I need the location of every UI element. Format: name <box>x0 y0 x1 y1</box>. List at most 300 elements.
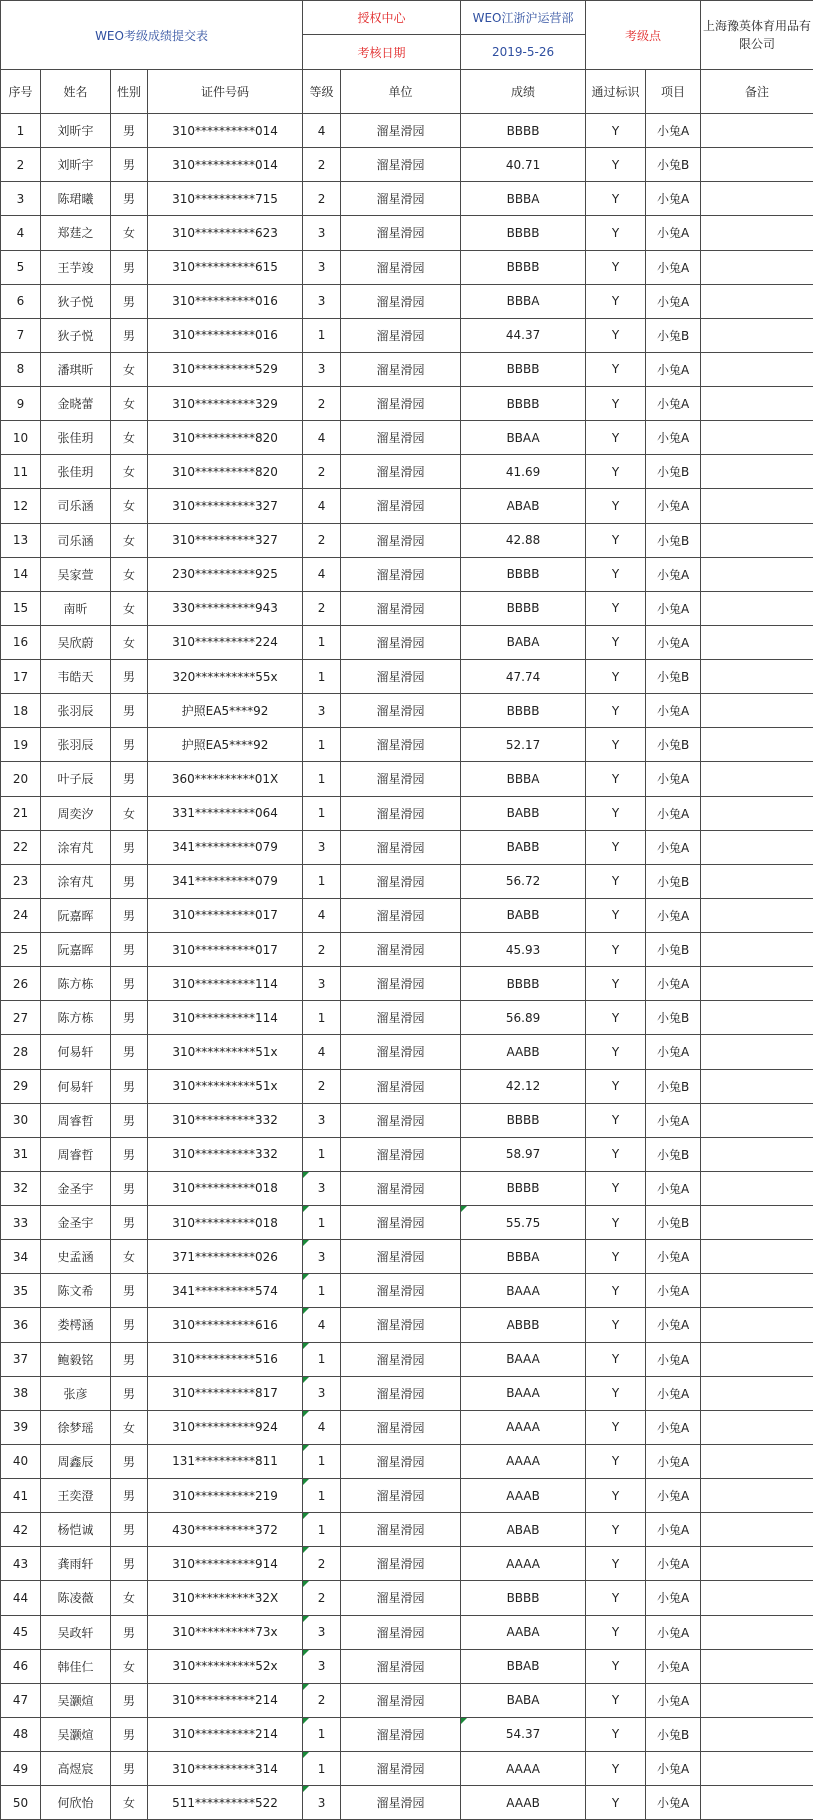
cell-pass-flag[interactable]: Y <box>586 1137 646 1171</box>
cell-pass-flag[interactable]: Y <box>586 250 646 284</box>
cell-item[interactable]: 小兔B <box>646 455 701 489</box>
cell-pass-flag[interactable]: Y <box>586 352 646 386</box>
cell-remarks[interactable] <box>701 625 813 659</box>
cell-index[interactable]: 29 <box>1 1069 41 1103</box>
cell-index[interactable]: 30 <box>1 1103 41 1137</box>
cell-id-number[interactable]: 310**********332 <box>148 1137 303 1171</box>
cell-gender[interactable]: 女 <box>111 557 148 591</box>
cell-remarks[interactable] <box>701 557 813 591</box>
cell-item[interactable]: 小兔B <box>646 1069 701 1103</box>
cell-gender[interactable]: 女 <box>111 1581 148 1615</box>
cell-name[interactable]: 吴灏煊 <box>41 1683 111 1717</box>
cell-gender[interactable]: 男 <box>111 1171 148 1205</box>
cell-item[interactable]: 小兔A <box>646 1615 701 1649</box>
cell-index[interactable]: 34 <box>1 1240 41 1274</box>
cell-name[interactable]: 周睿哲 <box>41 1137 111 1171</box>
cell-remarks[interactable] <box>701 728 813 762</box>
cell-name[interactable]: 何易轩 <box>41 1069 111 1103</box>
cell-level[interactable]: 1 <box>303 1001 341 1035</box>
cell-id-number[interactable]: 310**********014 <box>148 114 303 148</box>
cell-index[interactable]: 19 <box>1 728 41 762</box>
cell-gender[interactable]: 男 <box>111 1717 148 1751</box>
cell-score[interactable]: ABAB <box>461 1513 586 1547</box>
cell-level[interactable]: 3 <box>303 1786 341 1820</box>
cell-item[interactable]: 小兔A <box>646 250 701 284</box>
cell-item[interactable]: 小兔A <box>646 1752 701 1786</box>
cell-name[interactable]: 刘昕宇 <box>41 148 111 182</box>
cell-pass-flag[interactable]: Y <box>586 523 646 557</box>
cell-id-number[interactable]: 310**********51x <box>148 1035 303 1069</box>
cell-level[interactable]: 1 <box>303 1274 341 1308</box>
cell-level[interactable]: 4 <box>303 1410 341 1444</box>
cell-score[interactable]: 47.74 <box>461 660 586 694</box>
cell-gender[interactable]: 男 <box>111 1103 148 1137</box>
cell-remarks[interactable] <box>701 1786 813 1820</box>
cell-unit[interactable]: 溜星滑园 <box>341 1137 461 1171</box>
cell-remarks[interactable] <box>701 489 813 523</box>
cell-id-number[interactable]: 310**********017 <box>148 933 303 967</box>
cell-index[interactable]: 45 <box>1 1615 41 1649</box>
cell-item[interactable]: 小兔A <box>646 489 701 523</box>
cell-pass-flag[interactable]: Y <box>586 387 646 421</box>
cell-pass-flag[interactable]: Y <box>586 182 646 216</box>
cell-level[interactable]: 4 <box>303 898 341 932</box>
cell-id-number[interactable]: 320**********55x <box>148 660 303 694</box>
cell-level[interactable]: 1 <box>303 1752 341 1786</box>
cell-name[interactable]: 史孟涵 <box>41 1240 111 1274</box>
cell-unit[interactable]: 溜星滑园 <box>341 284 461 318</box>
auth-center-value[interactable]: WEO江浙沪运营部 <box>461 1 586 35</box>
cell-pass-flag[interactable]: Y <box>586 1581 646 1615</box>
cell-name[interactable]: 张羽辰 <box>41 728 111 762</box>
cell-level[interactable]: 2 <box>303 933 341 967</box>
cell-gender[interactable]: 男 <box>111 728 148 762</box>
cell-unit[interactable]: 溜星滑园 <box>341 660 461 694</box>
cell-name[interactable]: 刘昕宇 <box>41 114 111 148</box>
cell-unit[interactable]: 溜星滑园 <box>341 1752 461 1786</box>
cell-id-number[interactable]: 310**********615 <box>148 250 303 284</box>
cell-id-number[interactable]: 310**********327 <box>148 523 303 557</box>
cell-unit[interactable]: 溜星滑园 <box>341 1615 461 1649</box>
cell-id-number[interactable]: 310**********214 <box>148 1683 303 1717</box>
cell-unit[interactable]: 溜星滑园 <box>341 1308 461 1342</box>
cell-index[interactable]: 10 <box>1 421 41 455</box>
cell-remarks[interactable] <box>701 284 813 318</box>
cell-pass-flag[interactable]: Y <box>586 216 646 250</box>
cell-remarks[interactable] <box>701 660 813 694</box>
cell-id-number[interactable]: 310**********623 <box>148 216 303 250</box>
cell-unit[interactable]: 溜星滑园 <box>341 455 461 489</box>
cell-item[interactable]: 小兔B <box>646 660 701 694</box>
cell-id-number[interactable]: 310**********924 <box>148 1410 303 1444</box>
cell-pass-flag[interactable]: Y <box>586 660 646 694</box>
cell-name[interactable]: 周鑫辰 <box>41 1444 111 1478</box>
cell-remarks[interactable] <box>701 762 813 796</box>
cell-pass-flag[interactable]: Y <box>586 1001 646 1035</box>
cell-name[interactable]: 张佳玥 <box>41 421 111 455</box>
cell-unit[interactable]: 溜星滑园 <box>341 1035 461 1069</box>
cell-gender[interactable]: 女 <box>111 796 148 830</box>
cell-level[interactable]: 2 <box>303 1581 341 1615</box>
cell-name[interactable]: 潘琪昕 <box>41 352 111 386</box>
cell-score[interactable]: 41.69 <box>461 455 586 489</box>
cell-item[interactable]: 小兔A <box>646 830 701 864</box>
cell-pass-flag[interactable]: Y <box>586 728 646 762</box>
cell-id-number[interactable]: 310**********516 <box>148 1342 303 1376</box>
cell-level[interactable]: 2 <box>303 182 341 216</box>
cell-score[interactable]: 58.97 <box>461 1137 586 1171</box>
cell-unit[interactable]: 溜星滑园 <box>341 387 461 421</box>
cell-score[interactable]: BBBA <box>461 284 586 318</box>
cell-pass-flag[interactable]: Y <box>586 1308 646 1342</box>
cell-remarks[interactable] <box>701 352 813 386</box>
cell-item[interactable]: 小兔A <box>646 967 701 1001</box>
cell-gender[interactable]: 女 <box>111 489 148 523</box>
cell-pass-flag[interactable]: Y <box>586 1103 646 1137</box>
cell-unit[interactable]: 溜星滑园 <box>341 318 461 352</box>
cell-gender[interactable]: 男 <box>111 1308 148 1342</box>
cell-unit[interactable]: 溜星滑园 <box>341 557 461 591</box>
cell-index[interactable]: 8 <box>1 352 41 386</box>
cell-gender[interactable]: 女 <box>111 387 148 421</box>
cell-level[interactable]: 1 <box>303 1444 341 1478</box>
cell-name[interactable]: 金晓蕾 <box>41 387 111 421</box>
cell-item[interactable]: 小兔A <box>646 1240 701 1274</box>
cell-remarks[interactable] <box>701 1513 813 1547</box>
cell-unit[interactable]: 溜星滑园 <box>341 1786 461 1820</box>
cell-id-number[interactable]: 341**********574 <box>148 1274 303 1308</box>
cell-score[interactable]: BBBB <box>461 1581 586 1615</box>
cell-name[interactable]: 龚雨轩 <box>41 1547 111 1581</box>
cell-gender[interactable]: 男 <box>111 1206 148 1240</box>
cell-gender[interactable]: 男 <box>111 148 148 182</box>
cell-remarks[interactable] <box>701 1410 813 1444</box>
cell-score[interactable]: BABB <box>461 830 586 864</box>
cell-name[interactable]: 南昕 <box>41 591 111 625</box>
cell-item[interactable]: 小兔A <box>646 1410 701 1444</box>
cell-level[interactable]: 3 <box>303 1171 341 1205</box>
cell-name[interactable]: 陈方栋 <box>41 1001 111 1035</box>
cell-id-number[interactable]: 310**********51x <box>148 1069 303 1103</box>
cell-name[interactable]: 鲍毅铭 <box>41 1342 111 1376</box>
cell-level[interactable]: 2 <box>303 591 341 625</box>
cell-name[interactable]: 金圣宇 <box>41 1171 111 1205</box>
cell-unit[interactable]: 溜星滑园 <box>341 796 461 830</box>
cell-score[interactable]: BAAA <box>461 1274 586 1308</box>
cell-name[interactable]: 狄子悦 <box>41 318 111 352</box>
cell-id-number[interactable]: 310**********224 <box>148 625 303 659</box>
cell-score[interactable]: 55.75 <box>461 1206 586 1240</box>
cell-item[interactable]: 小兔A <box>646 1171 701 1205</box>
cell-index[interactable]: 16 <box>1 625 41 659</box>
cell-id-number[interactable]: 310**********018 <box>148 1171 303 1205</box>
cell-score[interactable]: AAAB <box>461 1479 586 1513</box>
cell-pass-flag[interactable]: Y <box>586 1410 646 1444</box>
cell-pass-flag[interactable]: Y <box>586 318 646 352</box>
cell-remarks[interactable] <box>701 1342 813 1376</box>
cell-gender[interactable]: 男 <box>111 898 148 932</box>
cell-level[interactable]: 1 <box>303 1206 341 1240</box>
cell-pass-flag[interactable]: Y <box>586 762 646 796</box>
cell-id-number[interactable]: 371**********026 <box>148 1240 303 1274</box>
cell-remarks[interactable] <box>701 1001 813 1035</box>
cell-level[interactable]: 3 <box>303 1649 341 1683</box>
cell-remarks[interactable] <box>701 114 813 148</box>
cell-pass-flag[interactable]: Y <box>586 1069 646 1103</box>
cell-unit[interactable]: 溜星滑园 <box>341 1376 461 1410</box>
cell-level[interactable]: 3 <box>303 216 341 250</box>
cell-unit[interactable]: 溜星滑园 <box>341 1001 461 1035</box>
cell-pass-flag[interactable]: Y <box>586 1171 646 1205</box>
cell-name[interactable]: 杨恺诚 <box>41 1513 111 1547</box>
cell-index[interactable]: 37 <box>1 1342 41 1376</box>
cell-gender[interactable]: 女 <box>111 352 148 386</box>
cell-score[interactable]: BBBB <box>461 591 586 625</box>
cell-unit[interactable]: 溜星滑园 <box>341 933 461 967</box>
cell-score[interactable]: 52.17 <box>461 728 586 762</box>
cell-index[interactable]: 4 <box>1 216 41 250</box>
cell-level[interactable]: 1 <box>303 762 341 796</box>
cell-unit[interactable]: 溜星滑园 <box>341 1547 461 1581</box>
cell-unit[interactable]: 溜星滑园 <box>341 250 461 284</box>
cell-score[interactable]: BBAA <box>461 421 586 455</box>
cell-name[interactable]: 韦皓天 <box>41 660 111 694</box>
cell-id-number[interactable]: 310**********016 <box>148 318 303 352</box>
cell-gender[interactable]: 女 <box>111 1786 148 1820</box>
cell-index[interactable]: 24 <box>1 898 41 932</box>
cell-gender[interactable]: 男 <box>111 864 148 898</box>
cell-remarks[interactable] <box>701 1479 813 1513</box>
cell-id-number[interactable]: 310**********914 <box>148 1547 303 1581</box>
cell-index[interactable]: 15 <box>1 591 41 625</box>
cell-unit[interactable]: 溜星滑园 <box>341 1717 461 1751</box>
cell-score[interactable]: AAAA <box>461 1410 586 1444</box>
cell-level[interactable]: 4 <box>303 1308 341 1342</box>
cell-level[interactable]: 1 <box>303 660 341 694</box>
cell-index[interactable]: 40 <box>1 1444 41 1478</box>
cell-gender[interactable]: 男 <box>111 1547 148 1581</box>
cell-pass-flag[interactable]: Y <box>586 1479 646 1513</box>
cell-name[interactable]: 徐梦瑶 <box>41 1410 111 1444</box>
cell-gender[interactable]: 男 <box>111 660 148 694</box>
cell-remarks[interactable] <box>701 1581 813 1615</box>
exam-site-value[interactable]: 上海豫英体育用品有限公司 <box>701 1 813 70</box>
cell-index[interactable]: 39 <box>1 1410 41 1444</box>
cell-gender[interactable]: 男 <box>111 1376 148 1410</box>
cell-score[interactable]: 54.37 <box>461 1717 586 1751</box>
cell-score[interactable]: 56.72 <box>461 864 586 898</box>
cell-remarks[interactable] <box>701 1376 813 1410</box>
cell-level[interactable]: 4 <box>303 114 341 148</box>
cell-name[interactable]: 陈珺曦 <box>41 182 111 216</box>
cell-unit[interactable]: 溜星滑园 <box>341 352 461 386</box>
cell-level[interactable]: 1 <box>303 1513 341 1547</box>
cell-gender[interactable]: 男 <box>111 1342 148 1376</box>
cell-score[interactable]: BABB <box>461 898 586 932</box>
cell-pass-flag[interactable]: Y <box>586 1376 646 1410</box>
cell-index[interactable]: 2 <box>1 148 41 182</box>
cell-id-number[interactable]: 341**********079 <box>148 830 303 864</box>
cell-remarks[interactable] <box>701 1752 813 1786</box>
cell-level[interactable]: 3 <box>303 694 341 728</box>
cell-name[interactable]: 叶子辰 <box>41 762 111 796</box>
cell-remarks[interactable] <box>701 387 813 421</box>
cell-score[interactable]: BBBB <box>461 216 586 250</box>
cell-level[interactable]: 3 <box>303 284 341 318</box>
cell-name[interactable]: 王芋竣 <box>41 250 111 284</box>
cell-item[interactable]: 小兔B <box>646 1137 701 1171</box>
cell-index[interactable]: 25 <box>1 933 41 967</box>
cell-remarks[interactable] <box>701 216 813 250</box>
cell-item[interactable]: 小兔A <box>646 182 701 216</box>
cell-gender[interactable]: 男 <box>111 1479 148 1513</box>
cell-index[interactable]: 7 <box>1 318 41 352</box>
cell-unit[interactable]: 溜星滑园 <box>341 421 461 455</box>
cell-index[interactable]: 43 <box>1 1547 41 1581</box>
cell-pass-flag[interactable]: Y <box>586 694 646 728</box>
cell-gender[interactable]: 男 <box>111 1683 148 1717</box>
cell-unit[interactable]: 溜星滑园 <box>341 625 461 659</box>
cell-unit[interactable]: 溜星滑园 <box>341 1069 461 1103</box>
cell-score[interactable]: BBBB <box>461 694 586 728</box>
cell-level[interactable]: 1 <box>303 318 341 352</box>
cell-gender[interactable]: 男 <box>111 318 148 352</box>
cell-pass-flag[interactable]: Y <box>586 455 646 489</box>
cell-gender[interactable]: 女 <box>111 421 148 455</box>
cell-score[interactable]: ABAB <box>461 489 586 523</box>
cell-item[interactable]: 小兔A <box>646 1581 701 1615</box>
cell-remarks[interactable] <box>701 1444 813 1478</box>
cell-score[interactable]: 40.71 <box>461 148 586 182</box>
cell-unit[interactable]: 溜星滑园 <box>341 728 461 762</box>
cell-item[interactable]: 小兔B <box>646 864 701 898</box>
cell-item[interactable]: 小兔A <box>646 1547 701 1581</box>
cell-unit[interactable]: 溜星滑园 <box>341 489 461 523</box>
cell-unit[interactable]: 溜星滑园 <box>341 864 461 898</box>
cell-gender[interactable]: 男 <box>111 762 148 796</box>
cell-index[interactable]: 9 <box>1 387 41 421</box>
cell-index[interactable]: 11 <box>1 455 41 489</box>
cell-pass-flag[interactable]: Y <box>586 114 646 148</box>
cell-index[interactable]: 27 <box>1 1001 41 1035</box>
cell-level[interactable]: 1 <box>303 625 341 659</box>
cell-remarks[interactable] <box>701 967 813 1001</box>
cell-item[interactable]: 小兔A <box>646 694 701 728</box>
cell-index[interactable]: 31 <box>1 1137 41 1171</box>
cell-index[interactable]: 47 <box>1 1683 41 1717</box>
cell-index[interactable]: 14 <box>1 557 41 591</box>
cell-score[interactable]: BAAA <box>461 1376 586 1410</box>
cell-id-number[interactable]: 310**********114 <box>148 1001 303 1035</box>
cell-unit[interactable]: 溜星滑园 <box>341 898 461 932</box>
cell-unit[interactable]: 溜星滑园 <box>341 1479 461 1513</box>
cell-index[interactable]: 13 <box>1 523 41 557</box>
cell-pass-flag[interactable]: Y <box>586 1035 646 1069</box>
cell-score[interactable]: AABA <box>461 1615 586 1649</box>
cell-id-number[interactable]: 360**********01X <box>148 762 303 796</box>
cell-score[interactable]: BABA <box>461 625 586 659</box>
cell-id-number[interactable]: 护照EA5****92 <box>148 728 303 762</box>
cell-name[interactable]: 狄子悦 <box>41 284 111 318</box>
cell-gender[interactable]: 男 <box>111 182 148 216</box>
cell-gender[interactable]: 男 <box>111 1513 148 1547</box>
cell-level[interactable]: 1 <box>303 864 341 898</box>
cell-id-number[interactable]: 310**********114 <box>148 967 303 1001</box>
cell-id-number[interactable]: 310**********018 <box>148 1206 303 1240</box>
cell-unit[interactable]: 溜星滑园 <box>341 1206 461 1240</box>
cell-level[interactable]: 2 <box>303 523 341 557</box>
cell-name[interactable]: 张彦 <box>41 1376 111 1410</box>
cell-level[interactable]: 1 <box>303 1137 341 1171</box>
cell-index[interactable]: 48 <box>1 1717 41 1751</box>
cell-item[interactable]: 小兔A <box>646 1274 701 1308</box>
cell-gender[interactable]: 女 <box>111 1240 148 1274</box>
exam-date-value[interactable]: 2019-5-26 <box>461 35 586 70</box>
cell-pass-flag[interactable]: Y <box>586 1274 646 1308</box>
cell-gender[interactable]: 女 <box>111 523 148 557</box>
cell-item[interactable]: 小兔A <box>646 591 701 625</box>
cell-gender[interactable]: 男 <box>111 1444 148 1478</box>
cell-index[interactable]: 32 <box>1 1171 41 1205</box>
cell-item[interactable]: 小兔A <box>646 216 701 250</box>
cell-unit[interactable]: 溜星滑园 <box>341 1342 461 1376</box>
cell-index[interactable]: 21 <box>1 796 41 830</box>
cell-gender[interactable]: 男 <box>111 1274 148 1308</box>
cell-remarks[interactable] <box>701 864 813 898</box>
cell-remarks[interactable] <box>701 455 813 489</box>
cell-id-number[interactable]: 330**********943 <box>148 591 303 625</box>
cell-unit[interactable]: 溜星滑园 <box>341 1683 461 1717</box>
cell-id-number[interactable]: 310**********32X <box>148 1581 303 1615</box>
cell-name[interactable]: 何易轩 <box>41 1035 111 1069</box>
cell-item[interactable]: 小兔A <box>646 284 701 318</box>
cell-remarks[interactable] <box>701 1547 813 1581</box>
cell-index[interactable]: 41 <box>1 1479 41 1513</box>
cell-score[interactable]: AAAA <box>461 1752 586 1786</box>
cell-item[interactable]: 小兔B <box>646 523 701 557</box>
cell-id-number[interactable]: 护照EA5****92 <box>148 694 303 728</box>
cell-pass-flag[interactable]: Y <box>586 421 646 455</box>
cell-unit[interactable]: 溜星滑园 <box>341 830 461 864</box>
cell-remarks[interactable] <box>701 830 813 864</box>
cell-index[interactable]: 6 <box>1 284 41 318</box>
cell-level[interactable]: 3 <box>303 830 341 864</box>
cell-gender[interactable]: 男 <box>111 114 148 148</box>
cell-gender[interactable]: 男 <box>111 1137 148 1171</box>
cell-item[interactable]: 小兔A <box>646 352 701 386</box>
cell-id-number[interactable]: 310**********52x <box>148 1649 303 1683</box>
cell-score[interactable]: BBBB <box>461 1171 586 1205</box>
cell-name[interactable]: 吴家萱 <box>41 557 111 591</box>
cell-unit[interactable]: 溜星滑园 <box>341 1444 461 1478</box>
cell-gender[interactable]: 男 <box>111 1752 148 1786</box>
cell-level[interactable]: 3 <box>303 1615 341 1649</box>
cell-level[interactable]: 4 <box>303 557 341 591</box>
cell-name[interactable]: 吴政轩 <box>41 1615 111 1649</box>
cell-remarks[interactable] <box>701 898 813 932</box>
cell-gender[interactable]: 男 <box>111 1069 148 1103</box>
cell-item[interactable]: 小兔A <box>646 1649 701 1683</box>
cell-pass-flag[interactable]: Y <box>586 557 646 591</box>
cell-score[interactable]: AAAA <box>461 1444 586 1478</box>
cell-level[interactable]: 2 <box>303 1547 341 1581</box>
cell-pass-flag[interactable]: Y <box>586 864 646 898</box>
cell-id-number[interactable]: 310**********73x <box>148 1615 303 1649</box>
cell-level[interactable]: 4 <box>303 1035 341 1069</box>
cell-index[interactable]: 23 <box>1 864 41 898</box>
cell-item[interactable]: 小兔A <box>646 762 701 796</box>
cell-level[interactable]: 3 <box>303 967 341 1001</box>
